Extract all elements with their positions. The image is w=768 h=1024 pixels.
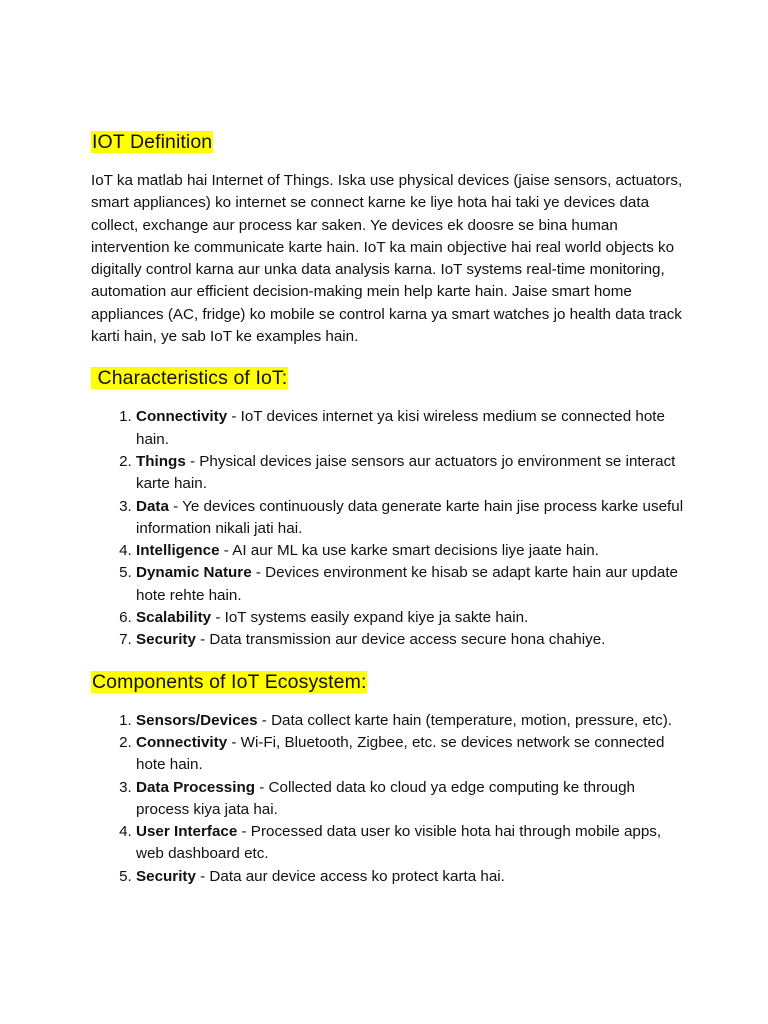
- heading-highlight: Components of IoT Ecosystem:: [92, 670, 367, 693]
- list-item-desc: - Collected data ko cloud ya edge computing ke through process kiya jata hai.: [136, 778, 635, 818]
- list-item-desc: - Processed data user ko visible hota hai through mobile apps, web dashboard etc.: [136, 823, 662, 863]
- list-item: [136, 777, 691, 822]
- document-page: [91, 128, 691, 888]
- list-item-term: Data: [136, 497, 169, 515]
- list-item-desc: - Data collect karte hain (temperature, motion, pressure, etc).: [257, 711, 673, 729]
- list-item-desc: - Data transmission aur device access secure hona chahiye.: [195, 631, 606, 649]
- list-item-desc: - Data aur device access ko protect karta hai.: [195, 867, 505, 885]
- list-item-term: Data Processing: [136, 778, 256, 796]
- list-item: [136, 732, 691, 777]
- list-item-term: User Interface: [136, 823, 238, 841]
- list-item: [136, 451, 691, 496]
- section-heading-characteristics: [91, 364, 691, 392]
- list-item: [136, 607, 691, 629]
- section-heading-components: [91, 668, 691, 696]
- list-item: [136, 866, 691, 888]
- list-item-term: Connectivity: [136, 408, 228, 426]
- iot-definition-paragraph: IoT ka matlab hai Internet of Things. Iska use physical devices (jaise sensors, actuators, smart appliances) ko internet se connect karne ke liye hota hai taki ye devices data collect, exchange aur process kar saken. Ye devices ek doosre se bina human intervention ke communicate karte hain. IoT ka main objective hai real world objects ko digitally control karna aur unka data analysis karna. IoT systems real-time monitoring, automation aur efficient decision-making mein help karte hain. Jaise smart home appliances (AC, fridge) ko mobile se control karna ya smart watches jo health data track karti hain, ye sab IoT ke examples hain.: [91, 172, 683, 346]
- list-item-term: Things: [136, 452, 186, 470]
- list-item-desc: - IoT devices internet ya kisi wireless medium se connected hote hain.: [136, 408, 665, 448]
- list-item-term: Intelligence: [136, 542, 220, 560]
- list-item-term: Security: [136, 631, 196, 649]
- list-item-desc: - Devices environment ke hisab se adapt karte hain aur update hote rehte hain.: [136, 564, 678, 604]
- heading-highlight: Characteristics of IoT:: [92, 367, 288, 390]
- list-item-desc: - Ye devices continuously data generate karte hain jise process karke useful information nikali jati hai.: [136, 497, 684, 537]
- list-item-desc: - Physical devices jaise sensors aur actuators jo environment se interact karte hain.: [136, 452, 676, 493]
- list-item: [136, 629, 691, 651]
- components-list: [91, 710, 691, 888]
- list-item-term: Security: [136, 867, 196, 885]
- list-item-desc: - IoT systems easily expand kiye ja sakte hain.: [211, 609, 529, 627]
- list-item-desc: - AI aur ML ka use karke smart decisions liye jaate hain.: [219, 542, 599, 560]
- list-item-term: Connectivity: [136, 733, 228, 751]
- heading-highlight: IOT Definition: [92, 131, 213, 153]
- list-item-term: Scalability: [136, 609, 212, 627]
- list-item: [136, 540, 691, 562]
- list-item: [136, 821, 691, 866]
- list-item: [136, 710, 691, 732]
- list-item-term: Sensors/Devices: [136, 711, 258, 729]
- list-item-desc: - Wi-Fi, Bluetooth, Zigbee, etc. se devices network se connected hote hain.: [136, 733, 665, 774]
- section-heading-iot-definition: [91, 128, 691, 156]
- list-item: [136, 562, 691, 607]
- list-item: [136, 496, 691, 541]
- list-item-term: Dynamic Nature: [136, 564, 252, 582]
- list-item: [136, 406, 691, 451]
- characteristics-list: [91, 406, 691, 651]
